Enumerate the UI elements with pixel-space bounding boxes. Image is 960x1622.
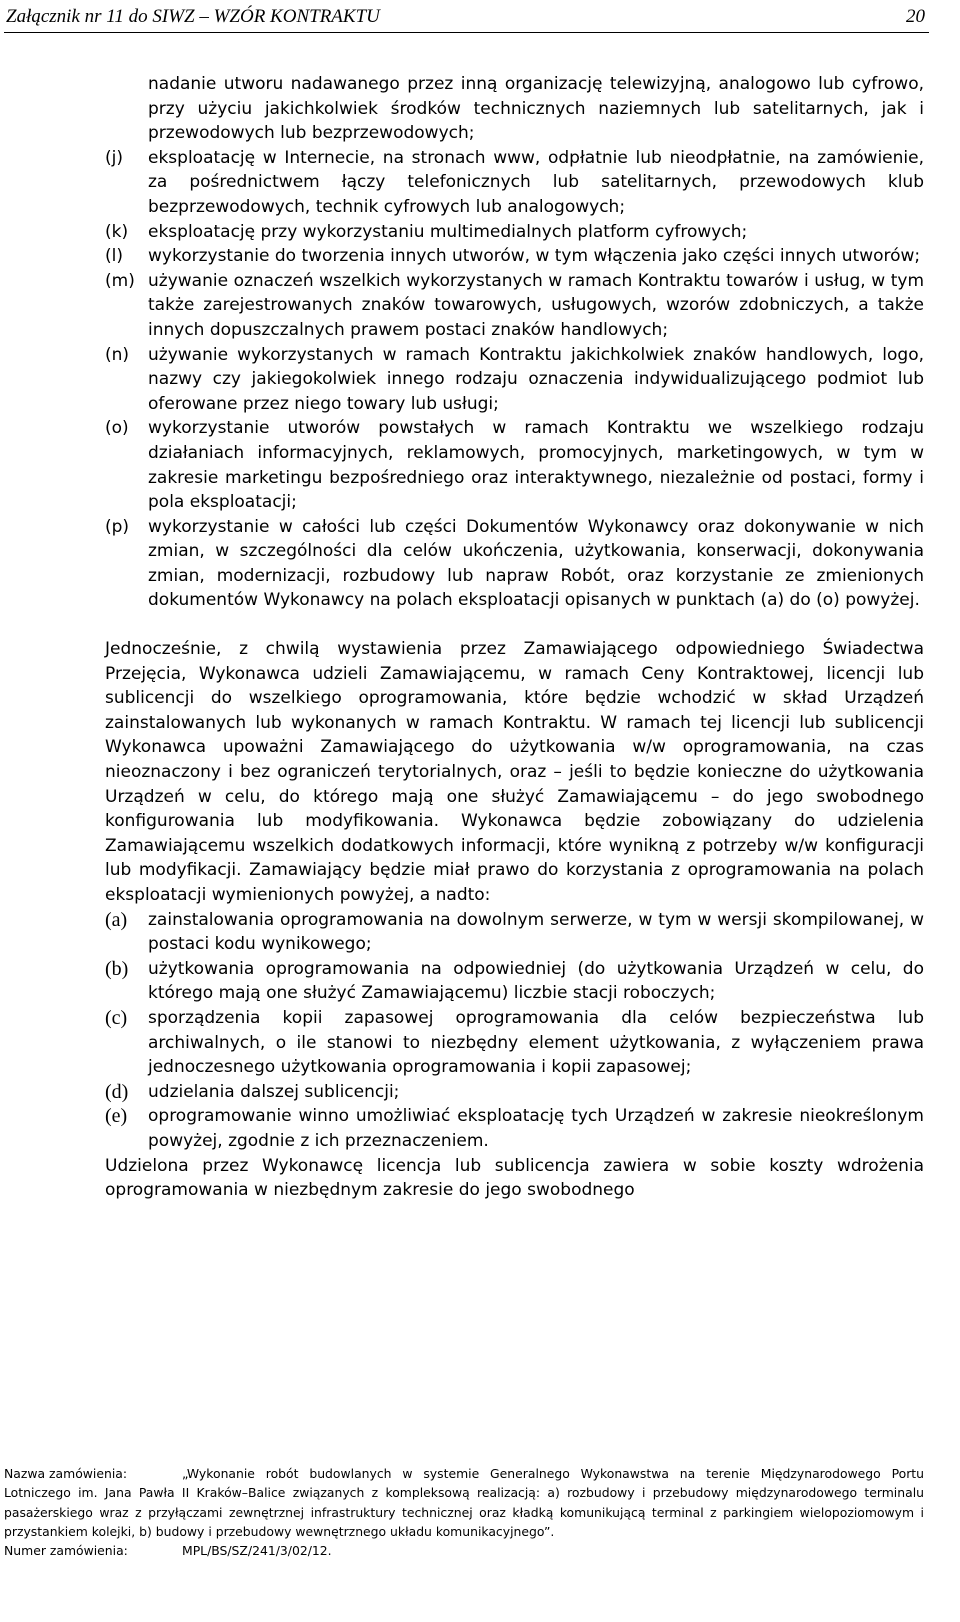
list-item-k (105, 220, 924, 245)
footer-name-label: Nazwa zamówienia: (4, 1466, 128, 1481)
list-item-e (105, 1104, 924, 1153)
item-label: (e) (105, 1105, 128, 1128)
list-item-a (105, 908, 924, 957)
item-label: (m) (105, 270, 135, 291)
list-item-m (105, 269, 924, 343)
footer-order-name (4, 1464, 924, 1541)
item-label: (o) (105, 418, 129, 439)
item-text: wykorzystanie utworów powstałych w ramach Kontraktu we wszelkiego rodzaju działaniach informacyjnych, reklamowych, promocyjnych, marketingowych, w tym w zakresie marketingu bezpośredniego oraz interaktywnego, niezależnie od postaci, formy i pola eksploatacji; (148, 418, 924, 513)
list-item-d (105, 1080, 924, 1105)
footer-order-number (4, 1541, 924, 1560)
license-rights-list (105, 908, 924, 1154)
item-text: użytkowania oprogramowania na odpowiedniej (do użytkowania Urządzeń w celu, do którego mają one służyć Zamawiającemu) liczbie stacji roboczych; (148, 958, 924, 1004)
document-body (105, 72, 924, 1203)
list-item-n (105, 343, 924, 417)
item-text: oprogramowanie winno umożliwiać eksploatację tych Urządzeń w zakresie nieokreślonym powyżej, zgodnie z ich przeznaczeniem. (148, 1106, 924, 1151)
item-text: eksploatację w Internecie, na stronach www, odpłatnie lub nieodpłatnie, na zamówienie, za pośrednictwem łączy telefonicznych lub satelitarnych, przewodowych klub bezprzewodowych, technik cyfrowych lub analogowych; (148, 147, 924, 217)
item-text: używanie wykorzystanych w ramach Kontraktu jakichkolwiek znaków handlowych, logo, nazwy czy jakiegokolwiek innego rodzaju oznaczenia indywidualizującego podmiot lub oferowane przez niego towary lub usługi; (148, 344, 924, 414)
item-text: zainstalowania oprogramowania na dowolnym serwerze, w tym w wersji skompilowanej, w postaci kodu wynikowego; (148, 909, 924, 955)
list-item-p (105, 515, 924, 613)
list-item-l (105, 244, 924, 269)
footer-number-value: MPL/BS/SZ/241/3/02/12. (182, 1543, 332, 1559)
page-number: 20 (906, 6, 925, 27)
item-text: eksploatację przy wykorzystaniu multimedialnych platform cyfrowych; (148, 221, 748, 242)
item-text: nadanie utworu nadawanego przez inną organizację telewizyjną, analogowo lub cyfrowo, przy użyciu jakichkolwiek środków technicznych naziemnych lub satelitarnych, jak i przewodowych lub bezprzewodowych; (148, 74, 924, 144)
list-item-b (105, 957, 924, 1006)
list-item-j (105, 146, 924, 220)
header-title: Załącznik nr 11 do SIWZ – WZÓR KONTRAKTU (6, 6, 380, 27)
item-text: używanie oznaczeń wszelkich wykorzystanych w ramach Kontraktu towarów i usług, w tym także zarejestrowanych znaków towarowych, usługowych, wzorów zdobniczych, a także innych dopuszczalnych prawem postaci znaków handlowych; (148, 270, 924, 340)
item-label: (b) (105, 957, 129, 980)
item-label: (p) (105, 516, 130, 537)
page-footer (4, 1464, 924, 1560)
item-label: (k) (105, 221, 129, 242)
paragraph-implementation: Udzielona przez Wykonawcę licencja lub sublicencja zawiera w sobie koszty wdrożenia oprogramowania w niezbędnym zakresie do jego swobodnego (105, 1155, 924, 1201)
list-item-o (105, 416, 924, 514)
item-label: (d) (105, 1080, 129, 1103)
item-label: (a) (105, 908, 128, 931)
page-header (4, 2, 929, 33)
item-label: (c) (105, 1006, 128, 1029)
paragraph-license: Jednocześnie, z chwilą wystawienia przez Zamawiającego odpowiedniego Świadectwa Przejęcia, Wykonawca udzieli Zamawiającemu, w ramach Ceny Kontraktowej, licencji lub sublicencji do wszelkiego oprogramowania, które będzie wchodzić w skład Urządzeń zainstalowanych lub wykonanych w ramach Kontraktu. W ramach tej licencji lub sublicencji Wykonawca upoważni Zamawiającego do użytkowania w/w oprogramowania, na czas nieoznaczony i bez ograniczeń terytorialnych, oraz – jeśli to będzie konieczne do użytkowania Urządzeń w celu, do którego mają one służyć Zamawiającemu – do jego swobodnego konfigurowania lub modyfikowania. Wykonawca będzie zobowiązany do udzielenia Zamawiającemu wszelkich dodatkowych informacji, które wynikną z potrzeby w/w konfiguracji lub modyfikacji. Zamawiający będzie miał prawo do korzystania z oprogramowania na polach eksploatacji wymienionych powyżej, a nadto: (105, 639, 924, 905)
item-text: sporządzenia kopii zapasowej oprogramowania dla celów bezpieczeństwa lub archiwalnych, o ile stanowi to niezbędny element użytkowania, z wyłączeniem prawa jednoczesnego użytkowania oprogramowania i kopii zapasowej; (148, 1007, 924, 1078)
item-text: wykorzystanie do tworzenia innych utworów, w tym włączenia jako części innych utworów; (148, 246, 921, 267)
footer-number-label: Numer zamówienia: (4, 1543, 128, 1559)
list-item-c (105, 1006, 924, 1080)
item-text: wykorzystanie w całości lub części Dokumentów Wykonawcy oraz dokonywanie w nich zmian, w szczególności dla celów ukończenia, użytkowania, konserwacji, dokonywania zmian, modernizacji, rozbudowy lub napraw Robót, oraz korzystanie ze zmienionych dokumentów Wykonawcy na polach eksploatacji opisanych w punktach (a) do (o) powyżej. (148, 516, 924, 611)
item-label: (n) (105, 344, 130, 365)
list-item-continuation (105, 72, 924, 146)
footer-name-value: „Wykonanie robót budowlanych w systemie Generalnego Wykonawstwa na terenie Międzynarodowego Portu Lotniczego im. Jana Pawła II Kraków–Balice związanych z kompleksową realizacją: a) rozbudowy i przebudowy międzynarodowego terminalu pasażerskiego wraz z przyłączami zewnętrznej infrastruktury technicznej oraz kładką komunikującą terminal z parkingiem wielopoziomowym i przystankiem kolejki, b) budowy i przebudowy wewnętrznego układu komunikacyjnego”. (4, 1466, 924, 1539)
item-label: (l) (105, 246, 123, 267)
item-label: (j) (105, 147, 123, 168)
item-text: udzielania dalszej sublicencji; (148, 1081, 400, 1102)
